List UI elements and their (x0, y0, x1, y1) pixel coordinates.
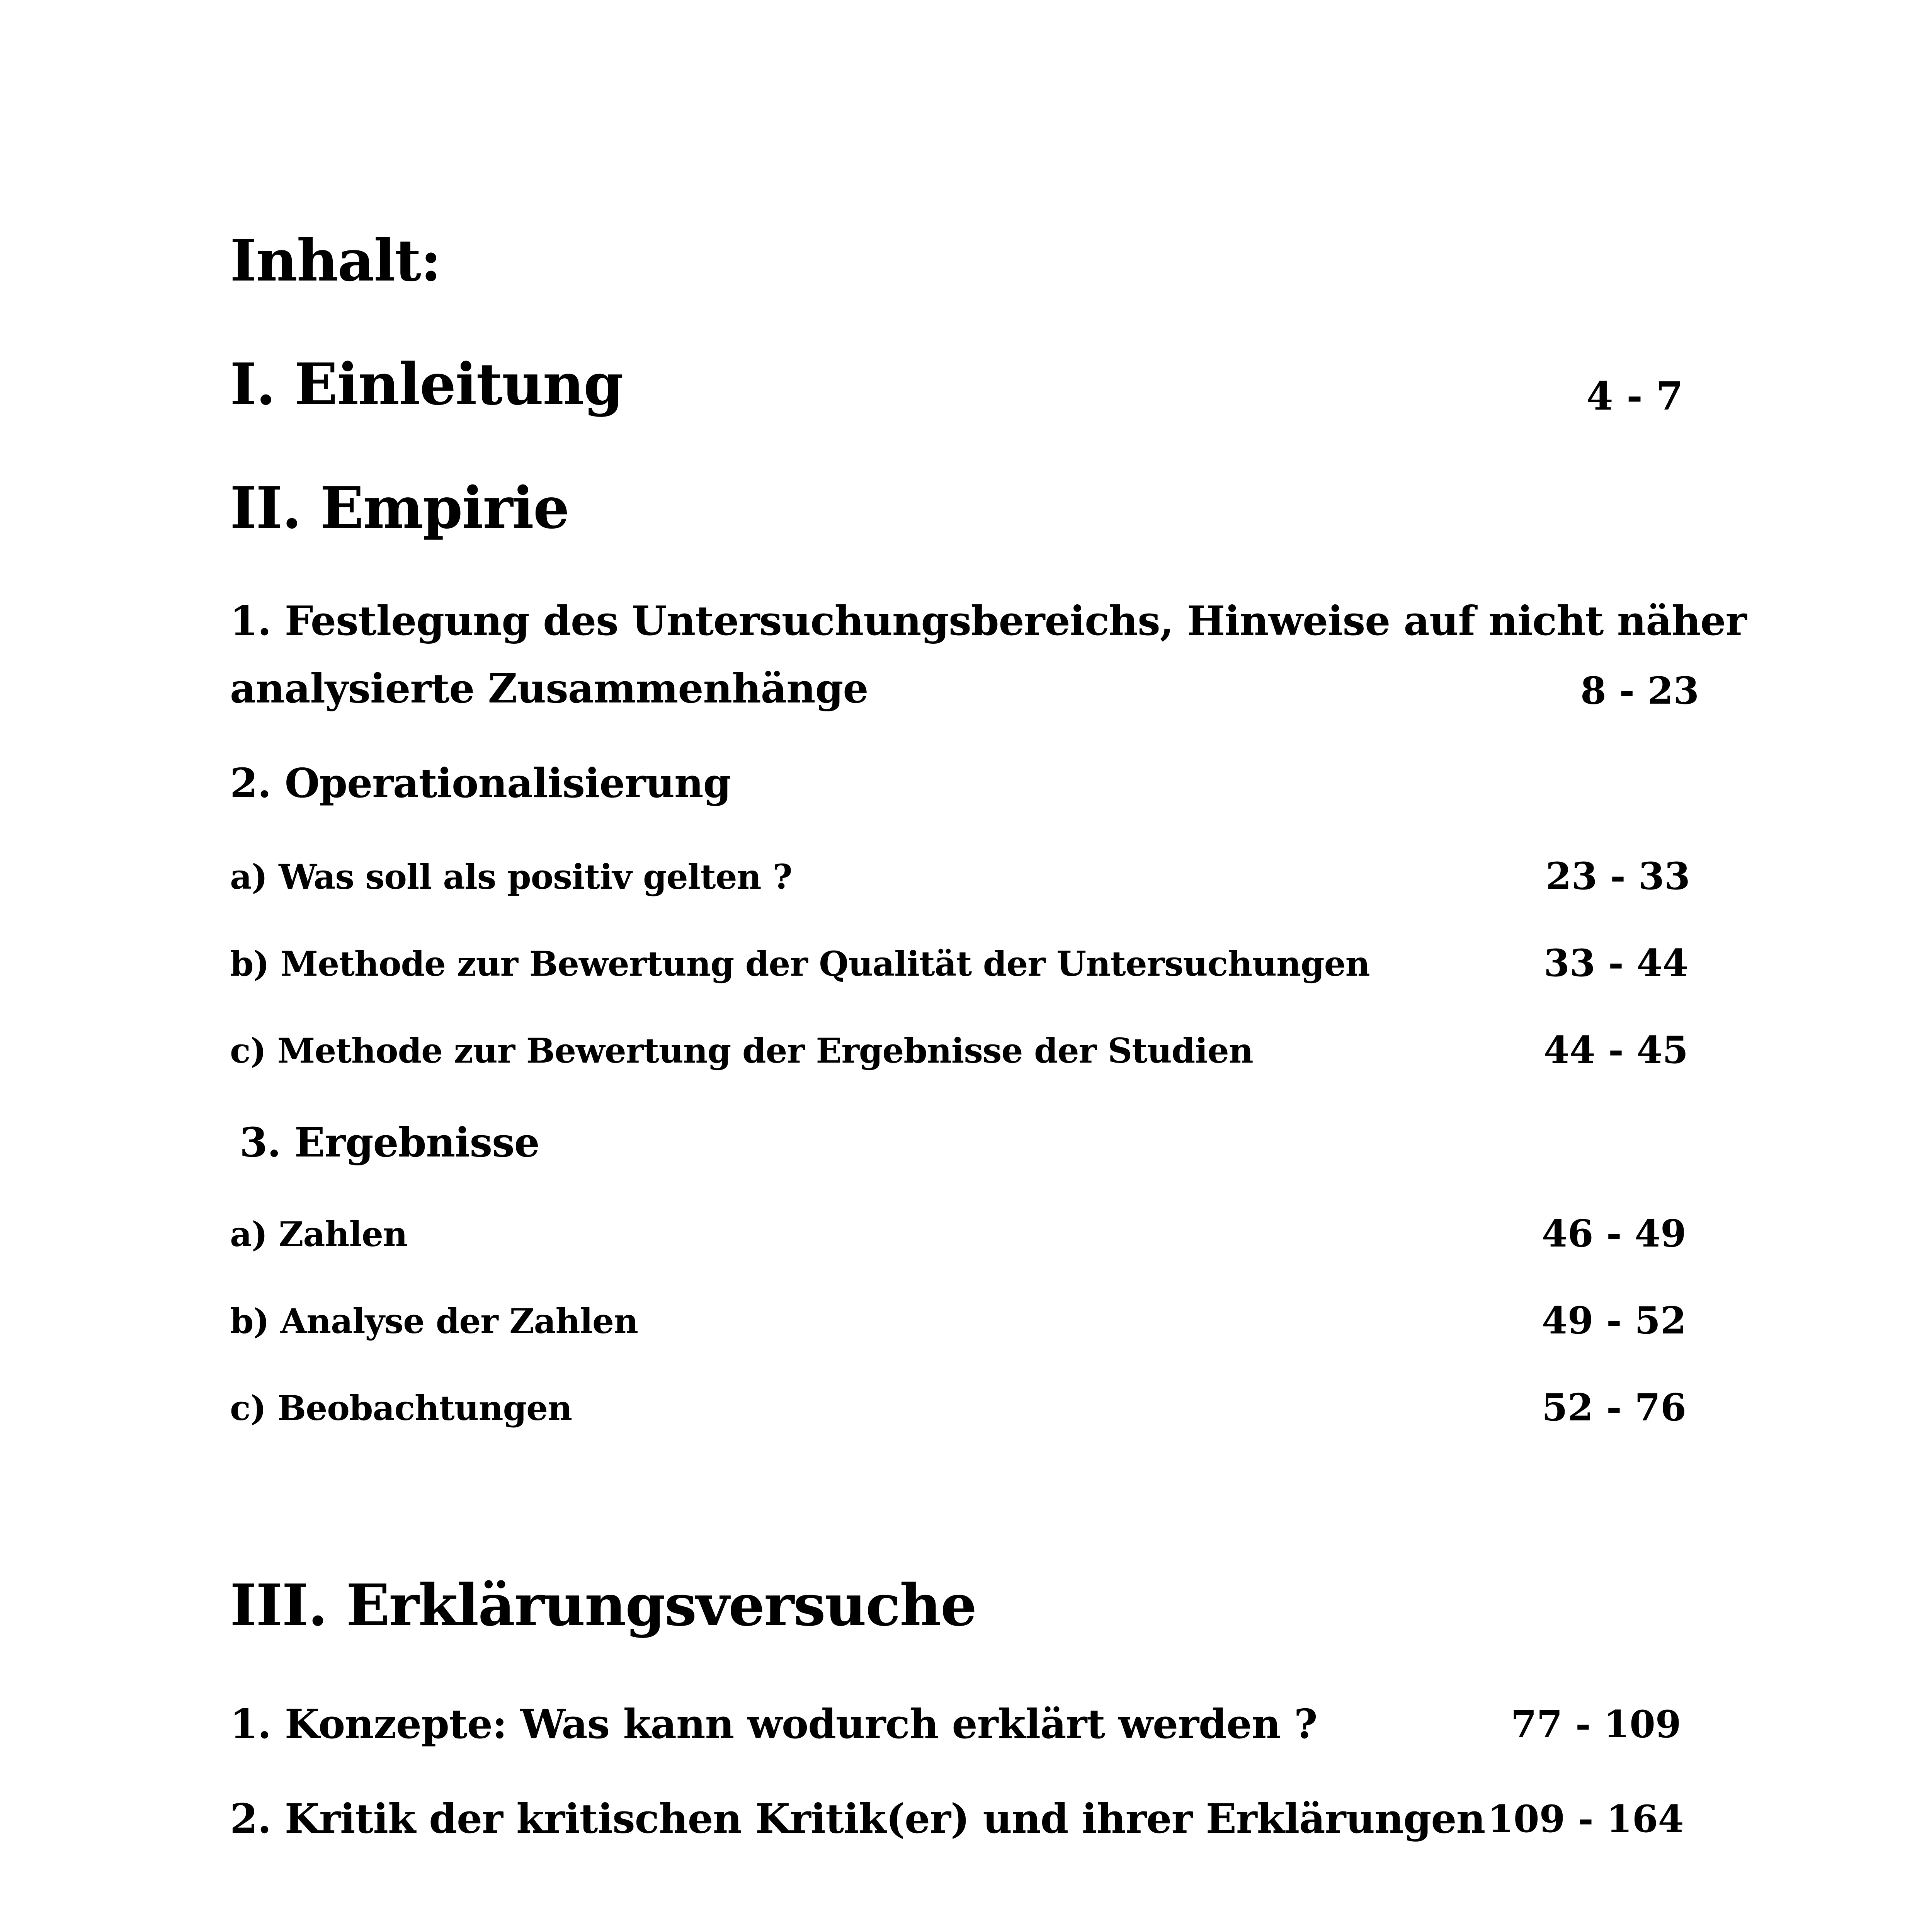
toc-op-a-pages: 23 - 33 (1546, 854, 1690, 898)
toc-erg-b-label: b) Analyse der Zahlen (230, 1301, 638, 1341)
toc-operationalisierung-label: 2. Operationalisierung (230, 759, 731, 807)
toc-einleitung-label: I. Einleitung (230, 350, 623, 418)
toc-einleitung-pages: 4 - 7 (1586, 373, 1683, 419)
toc-kritik-label: 2. Kritik der kritischen Kritik(er) und ihrer Erklärungen (230, 1795, 1485, 1842)
toc-op-c-label: c) Methode zur Bewertung der Ergebnisse der Studien (230, 1031, 1253, 1071)
toc-festlegung-line1: 1. Festlegung des Untersuchungsbereichs, Hinweise auf nicht näher (230, 597, 1747, 645)
toc-festlegung-pages: 8 - 23 (1580, 669, 1699, 713)
toc-konzepte-label: 1. Konzepte: Was kann wodurch erklärt werden ? (230, 1700, 1317, 1748)
toc-ergebnisse-label: 3. Ergebnisse (240, 1119, 539, 1166)
toc-festlegung-line2: analysierte Zusammenhänge (230, 665, 868, 712)
toc-erg-a-label: a) Zahlen (230, 1214, 407, 1254)
toc-kritik-pages: 109 - 164 (1488, 1797, 1684, 1841)
toc-erg-c-pages: 52 - 76 (1542, 1386, 1686, 1429)
toc-konzepte-pages: 77 - 109 (1511, 1702, 1681, 1746)
toc-erg-b-pages: 49 - 52 (1542, 1299, 1686, 1342)
toc-op-a-label: a) Was soll als positiv gelten ? (230, 857, 792, 897)
toc-erg-a-pages: 46 - 49 (1542, 1212, 1686, 1255)
toc-title: Inhalt: (230, 227, 441, 294)
toc-op-c-pages: 44 - 45 (1544, 1028, 1688, 1072)
toc-erklaerung-label: III. Erklärungsversuche (230, 1571, 976, 1639)
toc-op-b-label: b) Methode zur Bewertung der Qualität der Untersuchungen (230, 944, 1370, 984)
toc-erg-c-label: c) Beobachtungen (230, 1388, 572, 1428)
toc-op-b-pages: 33 - 44 (1544, 941, 1688, 985)
toc-empirie-label: II. Empirie (230, 474, 569, 541)
